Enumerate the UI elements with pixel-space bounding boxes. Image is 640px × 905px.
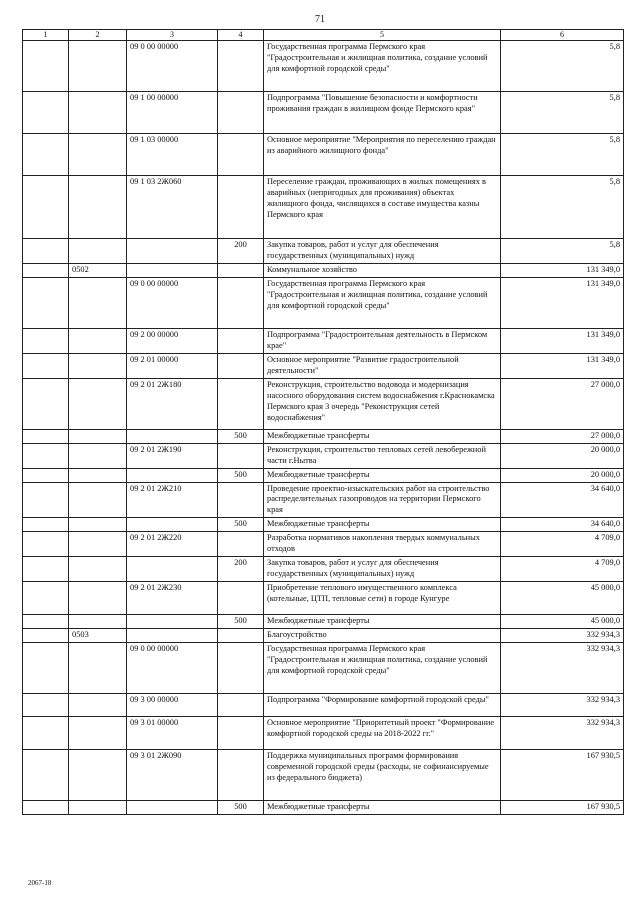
- cell-amount: 27 000,0: [501, 378, 624, 429]
- cell-target-code: 09 2 01 2Ж190: [127, 443, 218, 468]
- table-row: [23, 264, 624, 278]
- cell-expense-type: [218, 378, 264, 429]
- table-row: [23, 239, 624, 264]
- cell-expense-type: [218, 443, 264, 468]
- cell-amount: 131 349,0: [501, 278, 624, 329]
- cell-amount: 4 709,0: [501, 532, 624, 557]
- cell-amount: 20 000,0: [501, 468, 624, 482]
- cell-amount: 167 930,5: [501, 800, 624, 814]
- table-row: [23, 693, 624, 716]
- cell-amount: 45 000,0: [501, 581, 624, 614]
- cell-amount: 20 000,0: [501, 443, 624, 468]
- cell-name: Закупка товаров, работ и услуг для обеспечения государственных (муниципальных) нужд: [264, 239, 501, 264]
- cell-expense-type: [218, 716, 264, 749]
- cell-empty: [23, 557, 69, 582]
- cell-name: Подпрограмма "Градостроительная деятельность в Пермском крае": [264, 329, 501, 354]
- cell-amount: 131 349,0: [501, 264, 624, 278]
- cell-section: 0503: [69, 628, 127, 642]
- cell-amount: 332 934,3: [501, 642, 624, 693]
- col-header-6: 6: [501, 30, 624, 41]
- cell-empty: [23, 41, 69, 92]
- budget-table: [22, 29, 624, 815]
- cell-section: [69, 532, 127, 557]
- cell-empty: [23, 429, 69, 443]
- table-row: [23, 800, 624, 814]
- cell-name: Закупка товаров, работ и услуг для обеспечения государственных (муниципальных) нужд: [264, 557, 501, 582]
- cell-expense-type: [218, 329, 264, 354]
- cell-section: [69, 581, 127, 614]
- cell-section: [69, 134, 127, 176]
- cell-empty: [23, 278, 69, 329]
- col-header-1: 1: [23, 30, 69, 41]
- cell-name: Межбюджетные трансферты: [264, 800, 501, 814]
- cell-name: Разработка нормативов накопления твердых коммунальных отходов: [264, 532, 501, 557]
- cell-target-code: 09 1 03 2Ж060: [127, 176, 218, 239]
- cell-section: [69, 614, 127, 628]
- cell-empty: [23, 378, 69, 429]
- cell-empty: [23, 749, 69, 800]
- table-row: [23, 518, 624, 532]
- cell-name: Государственная программа Пермского края "Градостроительная и жилищная политика, создание условий для комфортной городской среды": [264, 642, 501, 693]
- col-header-3: 3: [127, 30, 218, 41]
- cell-target-code: 09 2 01 2Ж210: [127, 482, 218, 518]
- table-header-row: [23, 30, 624, 41]
- cell-section: [69, 443, 127, 468]
- cell-empty: [23, 354, 69, 379]
- cell-name: Межбюджетные трансферты: [264, 614, 501, 628]
- cell-section: [69, 642, 127, 693]
- cell-target-code: [127, 614, 218, 628]
- cell-name: Межбюджетные трансферты: [264, 518, 501, 532]
- cell-expense-type: 200: [218, 557, 264, 582]
- cell-expense-type: 200: [218, 239, 264, 264]
- table-row: [23, 329, 624, 354]
- cell-empty: [23, 614, 69, 628]
- col-header-4: 4: [218, 30, 264, 41]
- cell-target-code: [127, 800, 218, 814]
- cell-amount: 4 709,0: [501, 557, 624, 582]
- table-row: [23, 41, 624, 92]
- cell-target-code: 09 2 01 2Ж180: [127, 378, 218, 429]
- cell-expense-type: 500: [218, 518, 264, 532]
- cell-section: [69, 176, 127, 239]
- cell-expense-type: [218, 482, 264, 518]
- table-row: [23, 378, 624, 429]
- cell-section: [69, 800, 127, 814]
- cell-amount: 34 640,0: [501, 482, 624, 518]
- table-row: [23, 581, 624, 614]
- cell-section: [69, 378, 127, 429]
- cell-expense-type: 500: [218, 468, 264, 482]
- cell-expense-type: [218, 41, 264, 92]
- cell-name: Государственная программа Пермского края "Градостроительная и жилищная политика, создание условий для комфортной городской среды": [264, 41, 501, 92]
- cell-section: [69, 354, 127, 379]
- cell-section: [69, 92, 127, 134]
- table-row: [23, 482, 624, 518]
- cell-target-code: 09 3 01 2Ж090: [127, 749, 218, 800]
- cell-target-code: [127, 557, 218, 582]
- cell-section: [69, 329, 127, 354]
- cell-amount: 131 349,0: [501, 354, 624, 379]
- cell-target-code: 09 3 01 00000: [127, 716, 218, 749]
- cell-amount: 167 930,5: [501, 749, 624, 800]
- cell-section: [69, 749, 127, 800]
- cell-section: [69, 278, 127, 329]
- cell-section: 0502: [69, 264, 127, 278]
- cell-empty: [23, 581, 69, 614]
- table-row: [23, 532, 624, 557]
- table-row: [23, 642, 624, 693]
- cell-name: Основное мероприятие "Приоритетный проект "Формирование комфортной городской среды на 2018-2022 гг.": [264, 716, 501, 749]
- cell-section: [69, 482, 127, 518]
- cell-name: Основное мероприятие "Развитие градостроительной деятельности": [264, 354, 501, 379]
- cell-name: Межбюджетные трансферты: [264, 429, 501, 443]
- cell-target-code: [127, 628, 218, 642]
- table-row: [23, 443, 624, 468]
- cell-section: [69, 557, 127, 582]
- cell-target-code: 09 3 00 00000: [127, 693, 218, 716]
- cell-amount: 34 640,0: [501, 518, 624, 532]
- cell-empty: [23, 329, 69, 354]
- cell-amount: 5,8: [501, 176, 624, 239]
- cell-expense-type: 500: [218, 429, 264, 443]
- cell-section: [69, 468, 127, 482]
- cell-target-code: [127, 264, 218, 278]
- cell-amount: 5,8: [501, 41, 624, 92]
- cell-name: Коммунальное хозяйство: [264, 264, 501, 278]
- cell-expense-type: [218, 642, 264, 693]
- cell-expense-type: [218, 134, 264, 176]
- cell-expense-type: [218, 581, 264, 614]
- cell-expense-type: 500: [218, 800, 264, 814]
- cell-name: Благоустройство: [264, 628, 501, 642]
- cell-empty: [23, 642, 69, 693]
- table-row: [23, 749, 624, 800]
- cell-amount: 332 934,3: [501, 628, 624, 642]
- table-body: [23, 41, 624, 814]
- cell-expense-type: [218, 693, 264, 716]
- table-row: [23, 92, 624, 134]
- cell-empty: [23, 92, 69, 134]
- table-row: [23, 557, 624, 582]
- cell-name: Поддержка муниципальных программ формирования современной городской среды (расходы, не софинансируемые из федерального бюджета): [264, 749, 501, 800]
- cell-target-code: 09 0 00 00000: [127, 41, 218, 92]
- col-header-2: 2: [69, 30, 127, 41]
- cell-empty: [23, 800, 69, 814]
- cell-target-code: 09 2 00 00000: [127, 329, 218, 354]
- cell-empty: [23, 264, 69, 278]
- table-row: [23, 468, 624, 482]
- cell-empty: [23, 628, 69, 642]
- cell-empty: [23, 239, 69, 264]
- cell-target-code: 09 0 00 00000: [127, 642, 218, 693]
- cell-target-code: [127, 239, 218, 264]
- cell-empty: [23, 134, 69, 176]
- cell-expense-type: [218, 532, 264, 557]
- cell-target-code: 09 2 01 2Ж230: [127, 581, 218, 614]
- cell-name: Межбюджетные трансферты: [264, 468, 501, 482]
- cell-amount: 45 000,0: [501, 614, 624, 628]
- cell-target-code: [127, 468, 218, 482]
- cell-amount: 131 349,0: [501, 329, 624, 354]
- cell-name: Приобретение теплового имущественного комплекса (котельные, ЦТП, тепловые сети) в городе Кунгуре: [264, 581, 501, 614]
- table-row: [23, 134, 624, 176]
- cell-name: Подпрограмма "Повышение безопасности и комфортности проживания граждан в жилищном фонде Пермского края": [264, 92, 501, 134]
- page-number: 71: [315, 14, 325, 25]
- cell-target-code: 09 2 01 2Ж220: [127, 532, 218, 557]
- cell-expense-type: 500: [218, 614, 264, 628]
- cell-section: [69, 239, 127, 264]
- cell-name: Основное мероприятие "Мероприятия по переселению граждан из аварийного жилищного фонда": [264, 134, 501, 176]
- cell-section: [69, 518, 127, 532]
- cell-name: Проведение проектно-изыскательских работ на строительство распределительных газопроводов на территории Пермского края: [264, 482, 501, 518]
- table-row: [23, 716, 624, 749]
- cell-target-code: 09 2 01 00000: [127, 354, 218, 379]
- table-row: [23, 278, 624, 329]
- cell-empty: [23, 468, 69, 482]
- cell-section: [69, 693, 127, 716]
- cell-target-code: [127, 518, 218, 532]
- cell-amount: 5,8: [501, 239, 624, 264]
- cell-expense-type: [218, 628, 264, 642]
- cell-name: Реконструкция, строительство водовода и модернизация насосного оборудования систем водоснабжения г.Краснокамска Пермского края 3 очередь "Реконструкция сетей водоснабжения": [264, 378, 501, 429]
- cell-amount: 5,8: [501, 92, 624, 134]
- table-row: [23, 354, 624, 379]
- cell-section: [69, 716, 127, 749]
- cell-empty: [23, 443, 69, 468]
- cell-expense-type: [218, 264, 264, 278]
- cell-name: Реконструкция, строительство тепловых сетей левобережной части г.Нытва: [264, 443, 501, 468]
- cell-name: Подпрограмма "Формирование комфортной городской среды": [264, 693, 501, 716]
- cell-expense-type: [218, 749, 264, 800]
- table-row: [23, 628, 624, 642]
- cell-empty: [23, 176, 69, 239]
- cell-amount: 332 934,3: [501, 716, 624, 749]
- cell-expense-type: [218, 92, 264, 134]
- table-row: [23, 429, 624, 443]
- cell-target-code: 09 1 03 00000: [127, 134, 218, 176]
- cell-empty: [23, 716, 69, 749]
- cell-target-code: 09 0 00 00000: [127, 278, 218, 329]
- cell-amount: 332 934,3: [501, 693, 624, 716]
- cell-target-code: [127, 429, 218, 443]
- cell-section: [69, 41, 127, 92]
- cell-empty: [23, 518, 69, 532]
- cell-expense-type: [218, 176, 264, 239]
- footer-code: 2067-18: [28, 879, 52, 887]
- table-row: [23, 614, 624, 628]
- cell-empty: [23, 532, 69, 557]
- cell-amount: 5,8: [501, 134, 624, 176]
- cell-name: Государственная программа Пермского края "Градостроительная и жилищная политика, создание условий для комфортной городской среды": [264, 278, 501, 329]
- table-row: [23, 176, 624, 239]
- cell-name: Переселение граждан, проживающих в жилых помещениях в аварийных (непригодных для проживания) объектах жилищного фонда, числящихся в составе имущества казны Пермского края: [264, 176, 501, 239]
- cell-amount: 27 000,0: [501, 429, 624, 443]
- cell-section: [69, 429, 127, 443]
- cell-target-code: 09 1 00 00000: [127, 92, 218, 134]
- cell-expense-type: [218, 354, 264, 379]
- col-header-5: 5: [264, 30, 501, 41]
- cell-empty: [23, 482, 69, 518]
- cell-expense-type: [218, 278, 264, 329]
- cell-empty: [23, 693, 69, 716]
